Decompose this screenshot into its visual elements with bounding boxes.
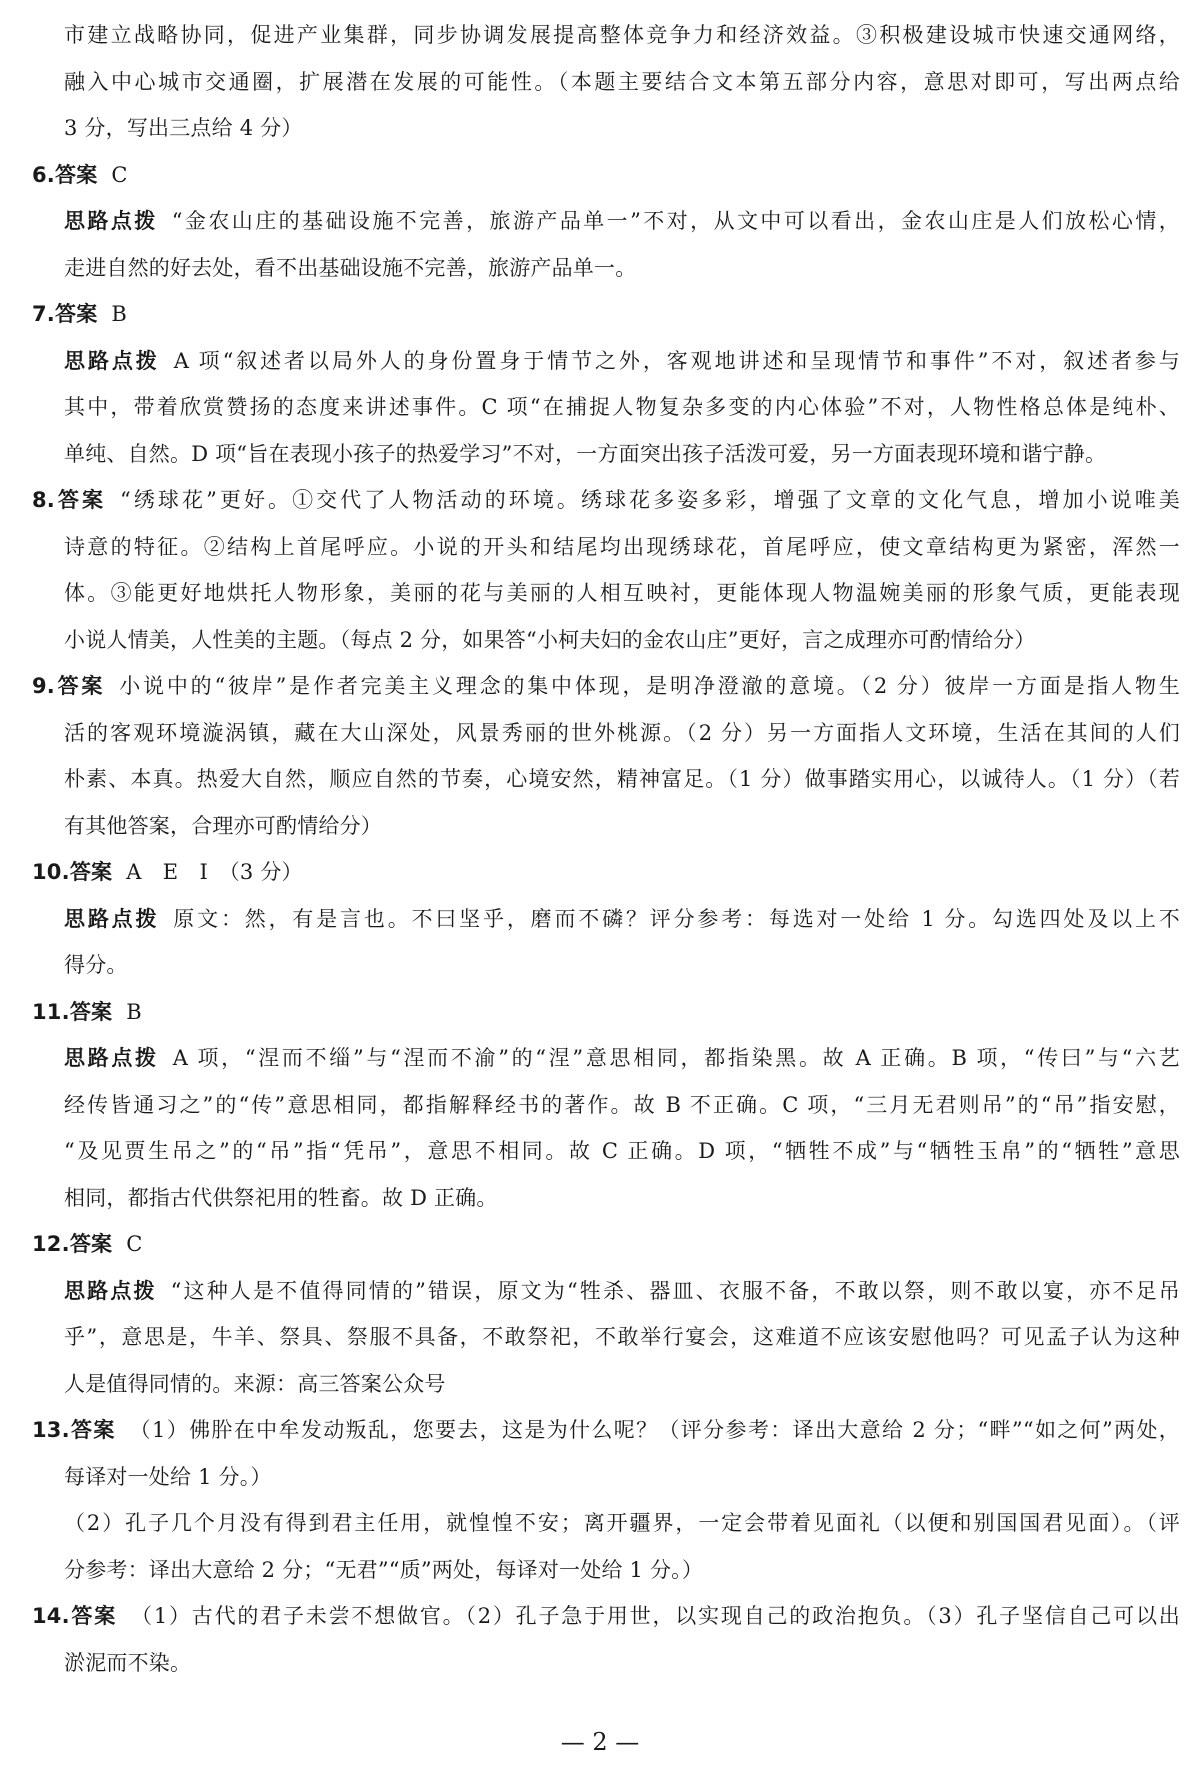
line-text: 融入中心城市交通圈，扩展潜在发展的可能性。（本题主要结合文本第五部分内容，意思对即可，写出两点给 [64, 69, 1180, 94]
text-line [32, 245, 1180, 292]
hint-label: 思路点拨 [64, 209, 158, 233]
question-number: 7. [32, 302, 55, 326]
text-line [32, 1175, 1180, 1222]
page-number: — 2 — [560, 1728, 640, 1756]
line-text: 有其他答案，合理亦可酌情给分） [64, 813, 382, 838]
text-line [32, 384, 1180, 431]
text-line [32, 1314, 1180, 1361]
answer-item-10 [32, 849, 1180, 896]
line-text: “这种人是不值得同情的”错误，原文为“牲杀、器皿、衣服不备，不敢以祭，则不敢以宴，亦不足吊 [170, 1278, 1180, 1303]
text-line [32, 1547, 1180, 1594]
answer-text: （1）佛肸在中牟发动叛乱，您要去，这是为什么呢？（评分参考：译出大意给 2 分；“畔”“如之何”两处， [129, 1418, 1180, 1442]
question-number: 10. [32, 860, 70, 884]
question-number: 11. [32, 999, 70, 1024]
text-line [32, 1361, 1180, 1408]
question-number: 6. [32, 162, 55, 187]
text-line [32, 803, 1180, 850]
hint-label: 思路点拨 [64, 1046, 159, 1070]
answer-text: C [111, 162, 128, 187]
answer-text: C [126, 1232, 143, 1256]
line-text: 朴素、本真。热爱大自然，顺应自然的节奏，心境安然，精神富足。（1 分）做事踏实用心，以诚待人。（1 分）（若 [64, 767, 1180, 791]
text-line [32, 1454, 1180, 1501]
line-text: 走进自然的好去处，看不出基础设施不完善，旅游产品单一。 [64, 255, 637, 280]
answer-text: 小说中的“彼岸”是作者完美主义理念的集中体现，是明净澄澈的意境。（2 分）彼岸一方面是指人物生 [119, 674, 1180, 698]
line-text: 经传皆通习之”的“传”意思相同，都指解释经书的著作。故 B 不正确。C 项，“三月无君则吊”的“吊”指安慰， [64, 1092, 1180, 1117]
line-text: 得分。 [64, 953, 128, 977]
line-text: 淤泥而不染。 [64, 1650, 192, 1675]
question-number: 13. [32, 1418, 70, 1442]
answer-item-7 [32, 291, 1180, 338]
line-text: 人是值得同情的。来源：高三答案公众号 [64, 1371, 446, 1396]
line-text: “及见贾生吊之”的“吊”指“凭吊”，意思不相同。故 C 正确。D 项，“牺牲不成”与“牺牲玉帛”的“牺牲”意思 [64, 1139, 1180, 1163]
answer-label: 答案 [69, 1604, 118, 1628]
text-line [32, 710, 1180, 757]
text-line [32, 524, 1180, 571]
text-line [32, 1500, 1180, 1547]
answer-label: 答案 [55, 162, 98, 187]
answer-text: A E I （3 分） [126, 860, 303, 884]
line-text: 单纯、自然。D 项“旨在表现小孩子的热爱学习”不对，一方面突出孩子活泼可爱，另一方面表现环境和谐宁静。 [64, 441, 1107, 466]
explanation-line [32, 1268, 1180, 1315]
answer-label: 答案 [55, 674, 106, 698]
line-text: 乎”，意思是，牛羊、祭具、祭服不具备，不敢祭祀，不敢举行宴会，这难道不应该安慰他吗？可见孟子认为这种 [64, 1325, 1180, 1349]
text-line [32, 756, 1180, 803]
hint-label: 思路点拨 [64, 906, 160, 931]
answer-item-14 [32, 1593, 1180, 1640]
answer-text: B [111, 302, 128, 326]
answer-label: 答案 [69, 860, 113, 884]
continuation-line [32, 12, 1180, 59]
answer-item-6 [32, 152, 1180, 199]
explanation-line [32, 338, 1180, 385]
answer-text: “绣球花”更好。①交代了人物活动的环境。绣球花多姿多彩，增强了文章的文化气息，增加小说唯美 [120, 488, 1180, 512]
line-text: 其中，带着欣赏赞扬的态度来讲述事件。C 项“在捕捉人物复杂多变的内心体验”不对，人物性格总体是纯朴、 [64, 395, 1180, 419]
explanation-line [32, 1035, 1180, 1082]
answer-label: 答案 [69, 1418, 116, 1442]
text-line [32, 1128, 1180, 1175]
line-text: 诗意的特征。②结构上首尾呼应。小说的开头和结尾均出现绣球花，首尾呼应，使文章结构更为紧密，浑然一 [64, 534, 1180, 559]
line-text: 每译对一处给 1 分。） [64, 1464, 272, 1489]
continuation-line [32, 59, 1180, 106]
answer-text: （1）古代的君子未尝不想做官。（2）孔子急于用世，以实现自己的政治抱负。（3）孔子坚信自己可以出 [131, 1604, 1180, 1628]
line-text: 市建立战略协同，促进产业集群，同步协调发展提高整体竞争力和经济效益。③积极建设城市快速交通网络， [64, 23, 1180, 47]
continuation-line [32, 105, 1180, 152]
text-line [32, 617, 1180, 664]
answer-text: B [126, 999, 142, 1024]
text-line [32, 1640, 1180, 1687]
question-number: 14. [32, 1604, 70, 1628]
question-number: 8. [32, 488, 55, 512]
explanation-line [32, 896, 1180, 943]
answer-item-12 [32, 1221, 1180, 1268]
line-text: 分参考：译出大意给 2 分；“无君”“质”两处，每译对一处给 1 分。） [64, 1557, 704, 1582]
line-text: 小说人情美，人性美的主题。（每点 2 分，如果答“小柯夫妇的金农山庄”更好，言之成理亦可酌情给分） [64, 627, 1036, 652]
line-text: A 项“叙述者以局外人的身份置身于情节之外，客观地讲述和呈现情节和事件”不对，叙述者参与 [173, 348, 1180, 373]
answer-item-8 [32, 477, 1180, 524]
answer-label: 答案 [55, 488, 107, 512]
line-text: A 项，“涅而不缁”与“涅而不渝”的“涅”意思相同，都指染黑。故 A 正确。B 项，“传曰”与“六艺 [172, 1046, 1180, 1070]
line-text: 3 分，写出三点给 4 分） [64, 116, 303, 140]
answer-item-11 [32, 989, 1180, 1036]
line-text: 体。③能更好地烘托人物形象，美丽的花与美丽的人相互映衬，更能体现人物温婉美丽的形象气质，更能表现 [64, 581, 1180, 605]
hint-label: 思路点拨 [64, 348, 160, 373]
answer-label: 答案 [69, 999, 113, 1024]
text-line [32, 570, 1180, 617]
hint-label: 思路点拨 [64, 1278, 157, 1303]
line-text: 原文：然，有是言也。不曰坚乎，磨而不磷？评分参考：每选对一处给 1 分。勾选四处及以上不 [173, 906, 1180, 931]
question-number: 9. [32, 674, 55, 698]
explanation-line [32, 198, 1180, 245]
text-line [32, 942, 1180, 989]
answer-item-9 [32, 663, 1180, 710]
line-text: “金农山庄的基础设施不完善，旅游产品单一”不对，从文中可以看出，金农山庄是人们放松心情， [171, 209, 1180, 233]
answer-label: 答案 [55, 302, 98, 326]
text-line [32, 1082, 1180, 1129]
text-line [32, 431, 1180, 478]
question-number: 12. [32, 1232, 70, 1256]
line-text: 活的客观环境漩涡镇，藏在大山深处，风景秀丽的世外桃源。（2 分）另一方面指人文环境，生活在其间的人们 [64, 720, 1180, 745]
line-text: 相同，都指古代供祭祀用的牲畜。故 D 正确。 [64, 1185, 498, 1210]
answer-label: 答案 [69, 1232, 113, 1256]
line-text: （2）孔子几个月没有得到君主任用，就惶惶不安；离开疆界，一定会带着见面礼（以便和别国国君见面）。（评 [64, 1511, 1180, 1535]
answer-item-13 [32, 1407, 1180, 1454]
